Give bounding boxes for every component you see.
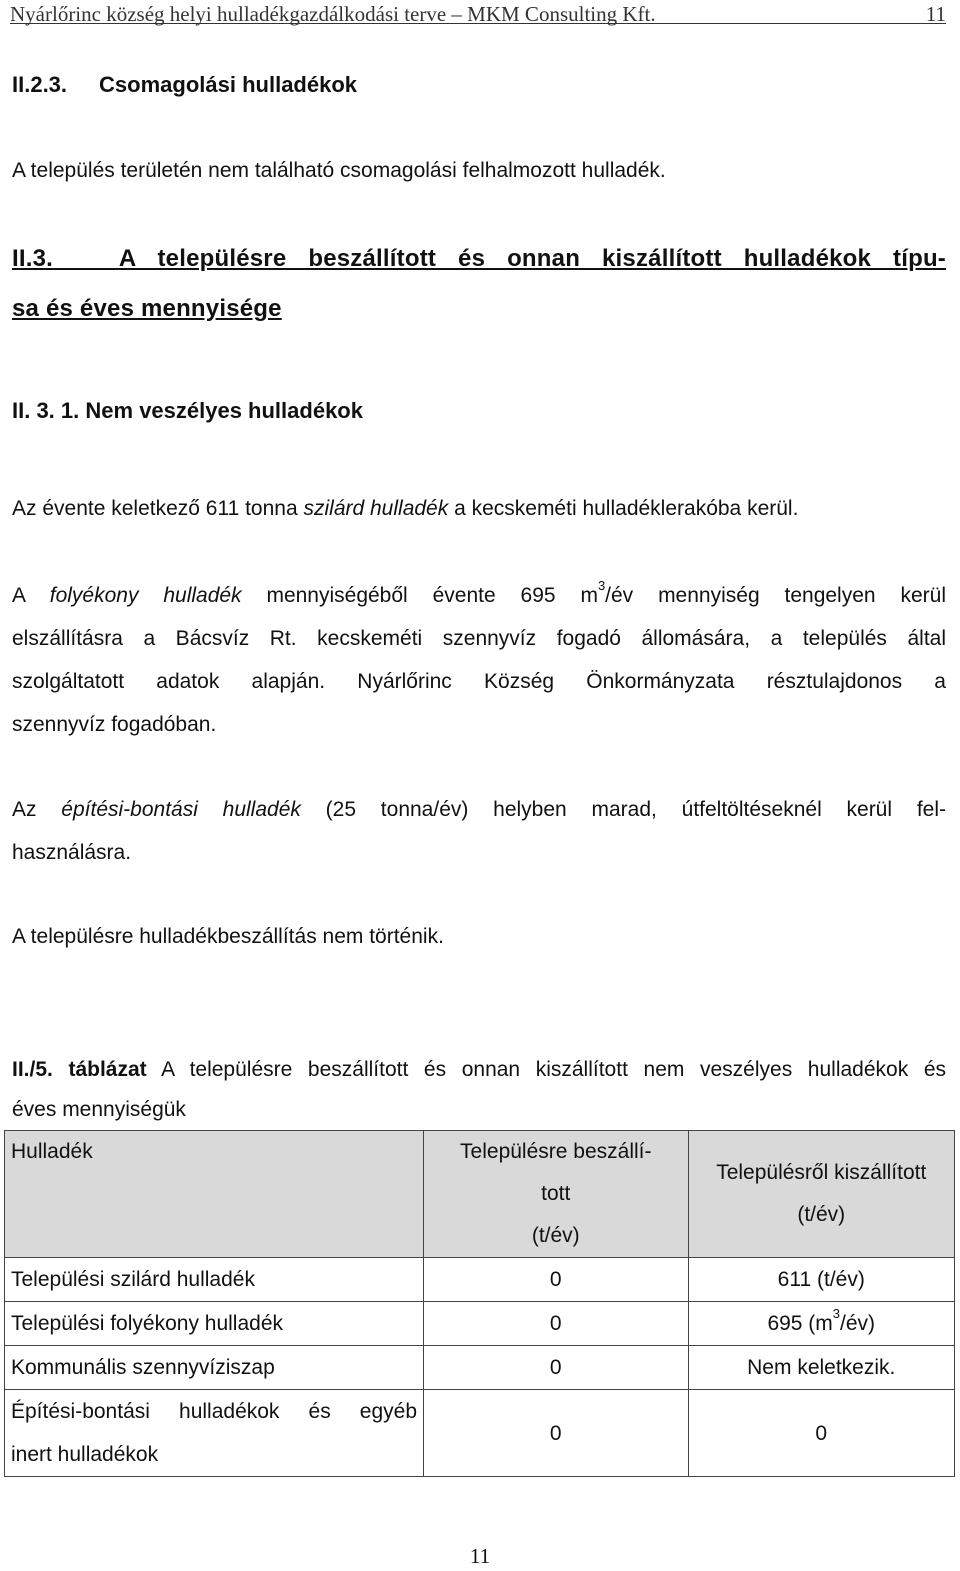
header-exported: Településről kiszállított (t/év)	[688, 1131, 955, 1258]
table-label: II./5. táblázat	[12, 1058, 147, 1081]
waste-table	[4, 1130, 955, 1477]
paragraph-line: szennyvíz fogadóban.	[12, 713, 217, 736]
section-heading-2-3	[12, 234, 946, 334]
cell-imported: 0	[424, 1302, 688, 1346]
section-heading-2-3-1	[12, 398, 946, 424]
paragraph-line: Az építési-bontási hulladék (25 tonna/év) helyben marad, útfeltöltéseknél kerül fel-	[12, 798, 946, 821]
caption-line1: II./5. táblázat A településre beszállított és onnan kiszállított nem veszélyes hulladékok és	[12, 1058, 947, 1081]
cell-exported: 695 $(m^3/év)$	[688, 1302, 955, 1346]
cell-exported: 0	[688, 1390, 955, 1477]
packaging-paragraph: A település területén nem található csomagolási felhalmozott hulladék.	[12, 159, 666, 182]
header-rule	[10, 23, 946, 24]
section-heading-line2: sa és éves mennyisége	[12, 295, 282, 322]
section-heading-2-2-3	[12, 72, 946, 98]
solid-waste-paragraph: Az évente keletkező 611 tonna szilárd hulladék a kecskeméti hulladéklerakóba kerül.	[12, 497, 799, 520]
table-row	[5, 1346, 955, 1390]
paragraph-line: elszállításra a Bácsvíz Rt. kecskeméti szennyvíz fogadó állomására, a település által	[12, 627, 946, 650]
section-title: Nem veszélyes hulladékok	[85, 398, 363, 423]
section-number: II. 3. 1.	[12, 398, 80, 423]
header-page-number: 11	[925, 2, 946, 26]
cell-exported: Nem keletkezik.	[688, 1346, 955, 1390]
header-title: Nyárlőrinc község helyi hulladékgazdálkodási terve – MKM Consulting Kft.	[10, 2, 656, 26]
paragraph-line: A folyékony hulladék mennyiségéből évente 695 $m^3/év$ mennyiség tengelyen kerül	[12, 578, 946, 607]
table-caption	[12, 1050, 946, 1130]
cell-waste: Települési szilárd hulladék	[5, 1258, 424, 1302]
caption-line2: éves mennyiségük	[12, 1098, 186, 1121]
liquid-waste-paragraph	[12, 574, 946, 746]
cell-imported: 0	[424, 1258, 688, 1302]
cell-imported: 0	[424, 1390, 688, 1477]
table-row	[5, 1302, 955, 1346]
no-import-paragraph: A településre hulladékbeszállítás nem történik.	[12, 925, 444, 948]
cell-waste: Építési-bontási hulladékok és egyéb inert hulladékok	[5, 1390, 424, 1477]
table-header-row	[5, 1131, 955, 1258]
table-row	[5, 1390, 955, 1477]
table-row	[5, 1258, 955, 1302]
section-number: II.2.3.	[12, 72, 68, 97]
header-imported: Településre beszállí- tott (t/év)	[424, 1131, 688, 1258]
cell-imported: 0	[424, 1346, 688, 1390]
paragraph-line: használásra.	[12, 841, 132, 864]
header-waste: Hulladék	[5, 1131, 424, 1258]
footer-page-number: 11	[469, 1544, 491, 1568]
construction-waste-paragraph	[12, 788, 946, 874]
paragraph-line: szolgáltatott adatok alapján. Nyárlőrinc Község Önkormányzata résztulajdonos a	[12, 670, 946, 693]
cell-exported: 611 (t/év)	[688, 1258, 955, 1302]
section-heading-line1: II.3. A településre beszállított és onnan kiszállított hulladékok típu-	[12, 245, 946, 272]
cell-waste: Települési folyékony hulladék	[5, 1302, 424, 1346]
cell-waste: Kommunális szennyvíziszap	[5, 1346, 424, 1390]
section-title: Csomagolási hulladékok	[99, 72, 358, 97]
